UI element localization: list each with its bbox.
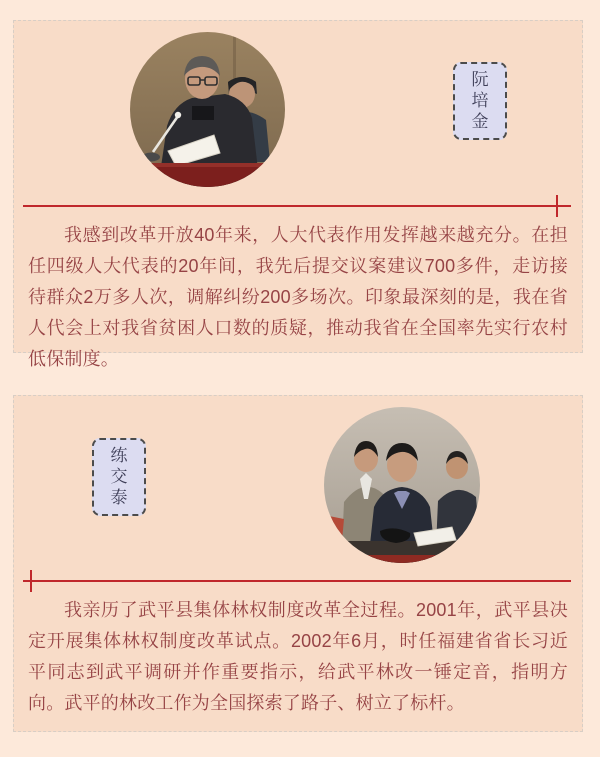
divider-tick [30,570,32,592]
portrait-photo-icon [130,32,285,187]
delegate-card-1 [13,20,583,369]
name-char: 交 [110,467,128,486]
name-badge [92,438,146,516]
delegate-card-2 [13,395,583,732]
name-char: 练 [110,446,128,465]
name-char: 培 [471,91,489,110]
name-char: 金 [471,112,489,131]
quote-paragraph: 我亲历了武平县集体林权制度改革全过程。2001年，武平县决定开展集体林权制度改革试点。2002年6月，时任福建省省长习近平同志到武平调研并作重要指示，给武平林改一锤定音，指明方向。武平的林改工作为全国探索了路子、树立了标杆。 [28,600,568,713]
name-char: 泰 [110,488,128,507]
portrait-photo-icon [324,407,480,563]
divider-tick [556,195,558,217]
quote-divider [23,580,571,582]
quote-divider [23,205,571,207]
name-char: 阮 [471,70,489,89]
name-badge [453,62,507,140]
quote-paragraph: 我感到改革开放40年来，人大代表作用发挥越来越充分。在担任四级人大代表的20年间，我先后提交议案建议700多件，走访接待群众2万多人次，调解纠纷200多场次。印象最深刻的是，我在省人代会上对我省贫困人口数的质疑，推动我省在全国率先实行农村低保制度。 [28,225,568,369]
